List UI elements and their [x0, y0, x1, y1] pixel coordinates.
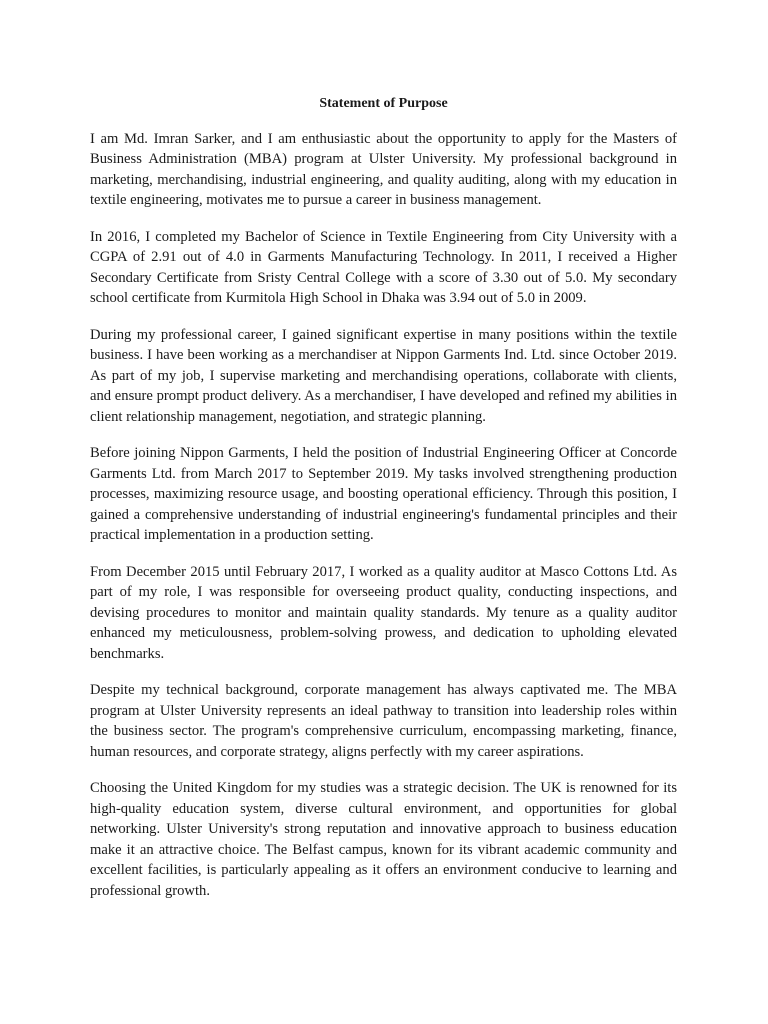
document-body: [90, 94, 677, 917]
paragraph-introduction: I am Md. Imran Sarker, and I am enthusiastic about the opportunity to apply for the Masters of Business Administration (MBA) program at Ulster University. My professional background in marketing, merchandising, industrial engineering, and quality auditing, along with my education in textile engineering, motivates me to pursue a career in business management.: [90, 130, 677, 208]
paragraph-mba-motivation: Despite my technical background, corporate management has always captivated me. The MBA program at Ulster University represents an ideal pathway to transition into leadership roles within the business sector. The program's comprehensive curriculum, encompassing marketing, finance, human resources, and corporate strategy, aligns perfectly with my career aspirations.: [90, 682, 677, 760]
paragraph-education: In 2016, I completed my Bachelor of Science in Textile Engineering from City University with a CGPA of 2.91 out of 4.0 in Garments Manufacturing Technology. In 2011, I received a Higher Secondary Certificate from Sristy Central College with a score of 3.30 out of 5.0. My secondary school certificate from Kurmitola High School in Dhaka was 3.94 out of 5.0 in 2009.: [90, 228, 677, 306]
paragraph-industrial-engineering-experience: Before joining Nippon Garments, I held the position of Industrial Engineering Officer at Concorde Garments Ltd. from March 2017 to September 2019. My tasks involved strengthening production processes, maximizing resource usage, and boosting operational efficiency. Through this position, I gained a comprehensive understanding of industrial engineering's fundamental principles and their practical implementation in a production setting.: [90, 445, 677, 543]
paragraph-uk-choice: Choosing the United Kingdom for my studies was a strategic decision. The UK is renowned for its high-quality education system, diverse cultural environment, and opportunities for global networking. Ulster University's strong reputation and innovative approach to business education make it an attractive choice. The Belfast campus, known for its vibrant academic community and excellent facilities, is particularly appealing as it offers an environment conducive to learning and professional growth.: [90, 780, 677, 899]
document-title: Statement of Purpose: [319, 96, 448, 111]
paragraph-quality-auditor-experience: From December 2015 until February 2017, I worked as a quality auditor at Masco Cottons Ltd. As part of my role, I was responsible for overseeing product quality, conducting inspections, and devising procedures to monitor and maintain quality standards. My tenure as a quality auditor enhanced my meticulousness, problem-solving prowess, and dedication to upholding elevated benchmarks.: [90, 563, 677, 662]
paragraph-merchandiser-experience: During my professional career, I gained significant expertise in many positions within the textile business. I have been working as a merchandiser at Nippon Garments Ind. Ltd. since October 2019. As part of my job, I supervise marketing and merchandising operations, collaborate with clients, and ensure prompt product delivery. As a merchandiser, I have developed and refined my abilities in client relationship management, negotiation, and strategic planning.: [90, 326, 677, 425]
